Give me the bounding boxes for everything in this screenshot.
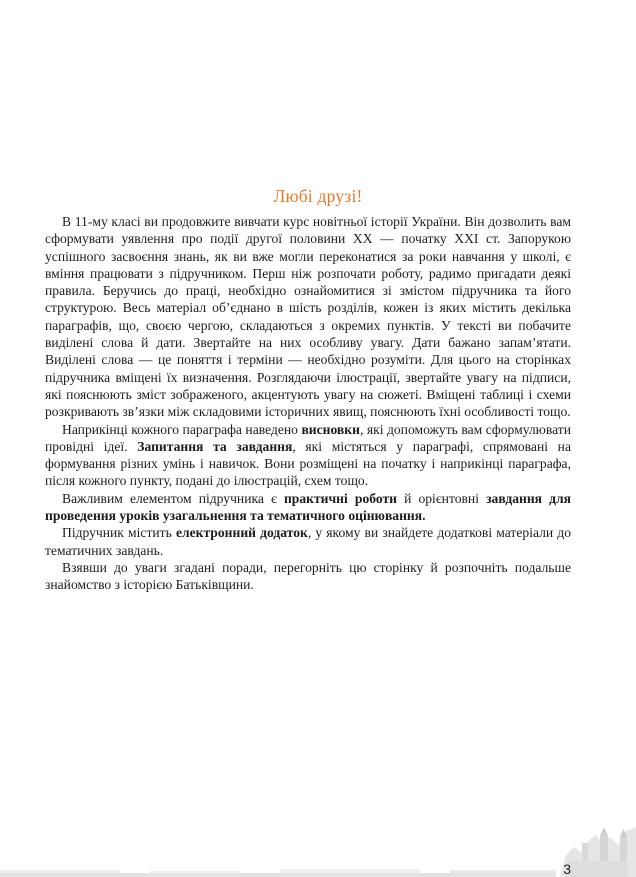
text-run: Взявши до уваги згадані поради, перегорніть цю сторінку й розпочніть подальше знайомство з історією Батьківщини. [45,559,571,593]
text-run: Підручник містить [62,525,176,541]
bold-term: висновки [301,421,360,437]
bold-term: електронний додаток [175,525,308,541]
text-run: , у якому ви знайдете додаткові матеріали до тематичних завдань. [45,525,572,558]
text-run: , які допоможуть вам сформулювати провідні ідеї. [45,421,571,454]
bold-term: Запитання та завдання [137,438,293,454]
bold-term: завдання для проведення уроків узагальнення та тематичного оцінювання. [45,490,571,524]
body-paragraph [45,213,571,421]
text-run: Наприкінці кожного параграфа наведено [62,421,302,437]
text-run: й орієнтовні [396,490,487,506]
body-text [45,213,571,594]
text-run: В 11-му класі ви продовжите вивчати курс новітньої історії України. Він дозволить вам сформувати уявлення про події другої половини ХХ — початку ХХІ ст. Запорукою успішного засвоєння знань, як ви вже могли переконатися за роки навчання у школі, є вміння працювати з підручником. Перш ніж розпочати роботу, радимо пригадати деякі правила. Беручись до праці, необхідно ознайомитися зі змістом підручника та його структурою. Весь матеріал об’єднано в шість розділів, кожен із яких містить декілька параграфів, що, своєю чергою, складаються з окремих пунктів. У тексті ви побачите виділені слова й дати. Звертайте на них особливу увагу. Дати бажано запам’ятати. Виділені слова — це поняття і терміни — необхідно розуміти. Для цього на сторінках підручника вміщені їх визначення. Розглядаючи ілюстрації, звертайте увагу на підписи, які пояснюють зміст зображеного, акцентують увагу на сюжеті. Вміщені таблиці і схеми розкривають зв’язки між складовими історичних явищ, пояснюють їхні особливості тощо. [45,214,571,420]
page-title: Любі друзі! [273,186,363,206]
text-run: , які містяться у параграфі, спрямовані на формування різних умінь і навичок. Вони розміщені на початку і наприкінці параграфа, після кожного пункту, подані до ілюстрацій, схем тощо. [45,438,571,489]
body-paragraph [45,421,571,490]
body-paragraph [45,490,571,525]
bottom-decorative-strip [0,867,570,877]
text-run: Важливим елементом підручника є [62,490,284,506]
body-paragraph [45,524,571,559]
page-number: 3 [563,861,571,877]
bold-term: практичні роботи [283,490,397,506]
body-paragraph [45,559,571,594]
